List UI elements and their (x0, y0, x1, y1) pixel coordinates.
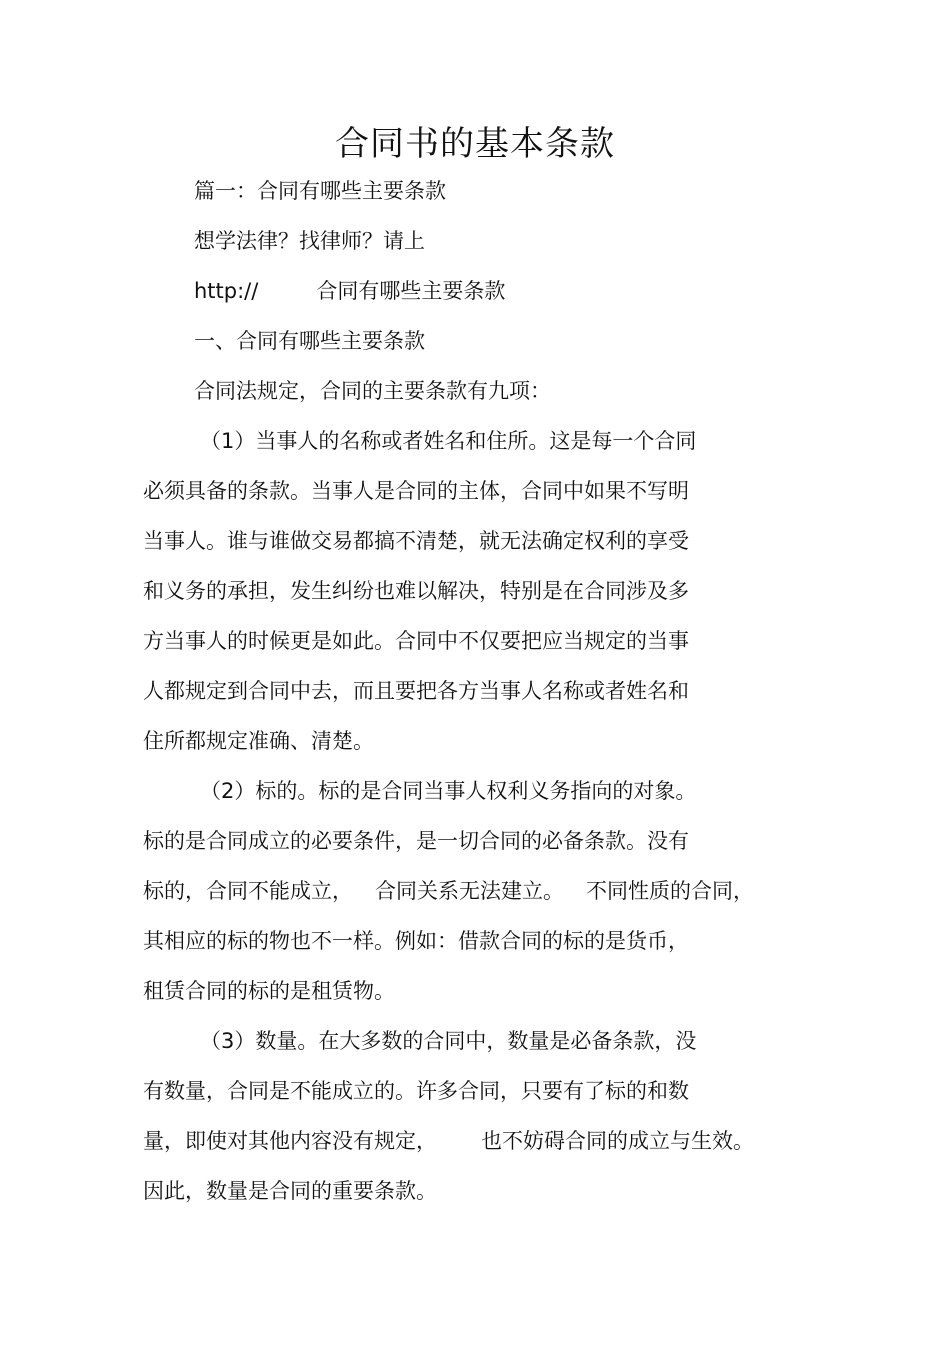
document-title: 合同书的基本条款 (335, 124, 615, 164)
paragraph-2-line (143, 876, 754, 906)
paragraph-2-fragment: 标的，合同不能成立， (143, 879, 353, 903)
paragraph-3-line: 因此，数量是合同的重要条款。 (143, 1179, 437, 1203)
paragraph-1-line: 和义务的承担，发生纠纷也难以解决，特别是在合同涉及多 (143, 579, 689, 603)
paragraph-1-line: 人都规定到合同中去，而且要把各方当事人名称或者姓名和 (143, 679, 689, 703)
url-topic-text: 合同有哪些主要条款 (316, 279, 506, 303)
paragraph-3-line: 有数量，合同是不能成立的。许多合同，只要有了标的和数 (143, 1079, 689, 1103)
paragraph-2-line: 租赁合同的标的是租赁物。 (143, 979, 395, 1003)
section-heading: 篇一：合同有哪些主要条款 (194, 179, 446, 203)
subheading: 一、合同有哪些主要条款 (194, 329, 425, 353)
paragraph-1-line: 住所都规定准确、清楚。 (143, 729, 374, 753)
paragraph-1-line: 必须具备的条款。当事人是合同的主体，合同中如果不写明 (143, 479, 689, 503)
paragraph-2-line: 标的是合同成立的必要条件，是一切合同的必备条款。没有 (143, 829, 689, 853)
paragraph-3-line: （3）数量。在大多数的合同中，数量是必备条款，没 (200, 1029, 697, 1053)
paragraph-1-line: 方当事人的时候更是如此。合同中不仅要把应当规定的当事 (143, 629, 689, 653)
paragraph-2-fragment: 合同关系无法建立。 (375, 879, 564, 903)
paragraph-3-fragment: 也不妨碍合同的成立与生效。 (481, 1129, 754, 1153)
paragraph-1-line: 当事人。谁与谁做交易都搞不清楚，就无法确定权利的享受 (143, 529, 689, 553)
paragraph-1-line: （1）当事人的名称或者姓名和住所。这是每一个合同 (200, 429, 697, 453)
lead-sentence: 合同法规定，合同的主要条款有九项： (194, 379, 551, 403)
paragraph-3-fragment: 量，即使对其他内容没有规定， (143, 1129, 437, 1153)
paragraph-2-line: （2）标的。标的是合同当事人权利义务指向的对象。 (200, 779, 697, 803)
url-text: http:// (194, 279, 259, 303)
url-line (194, 276, 505, 306)
intro-line: 想学法律？找律师？请上 (194, 229, 425, 253)
paragraph-2-line: 其相应的标的物也不一样。例如：借款合同的标的是货币， (143, 929, 689, 953)
paragraph-3-line (143, 1126, 754, 1156)
paragraph-2-fragment: 不同性质的合同， (586, 879, 754, 903)
